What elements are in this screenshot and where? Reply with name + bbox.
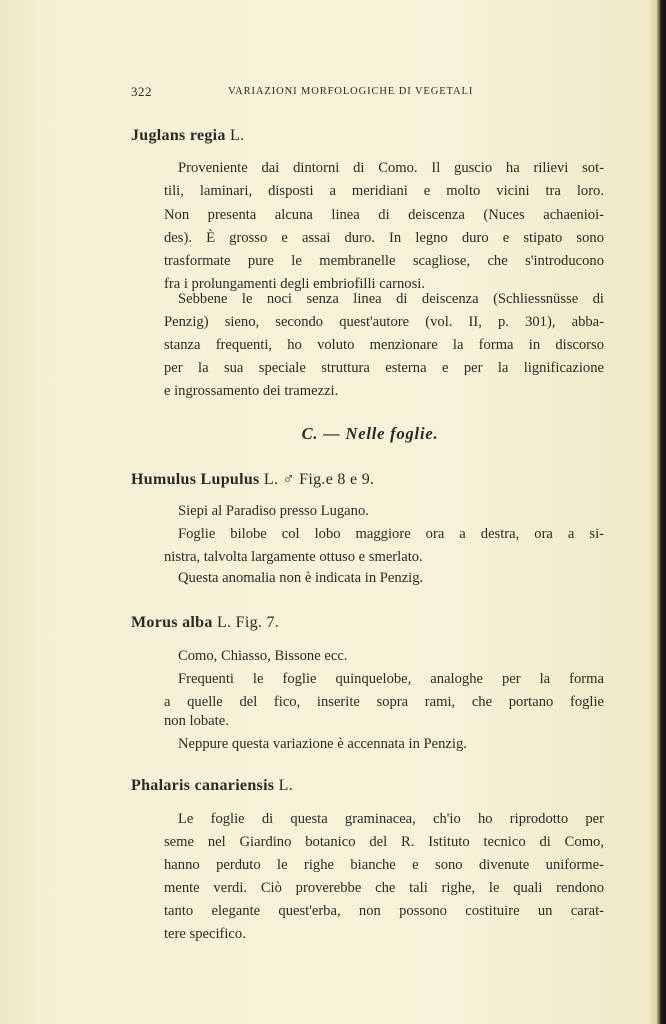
text-line: Siepi al Paradiso presso Lugano. bbox=[178, 503, 369, 519]
species-name: Juglans regia bbox=[131, 127, 226, 144]
text-line: seme nel Giardino botanico del R. Istituto tecnico di Como, bbox=[164, 834, 604, 850]
text-line: per la sua speciale struttura esterna e per la lignificazione bbox=[164, 360, 604, 376]
species-name: Morus alba bbox=[131, 614, 213, 631]
text-line: trasformate pure le membranelle scagliose, che s'introducono bbox=[164, 253, 604, 269]
text-line: Foglie bilobe col lobo maggiore ora a destra, ora a si- bbox=[178, 526, 604, 542]
text-line: tili, laminari, disposti a meridiani e molto vicini tra loro. bbox=[164, 183, 604, 199]
text-line: non lobate. bbox=[164, 713, 229, 729]
text-line: des). È grosso e assai duro. In legno duro e stipato sono bbox=[164, 230, 604, 246]
text-line: Sebbene le noci senza linea di deiscenza (Schliessnüsse di bbox=[178, 291, 604, 307]
text-line: hanno perduto le righe bianche e sono divenute uniforme- bbox=[164, 857, 604, 873]
species-author: L. ♂ Fig.e 8 e 9. bbox=[263, 471, 375, 488]
text-line: Questa anomalia non è indicata in Penzig. bbox=[178, 570, 424, 586]
text-line: mente verdi. Ciò proverebbe che tali righe, le quali rendono bbox=[164, 880, 604, 896]
text-line: Proveniente dai dintorni di Como. Il guscio ha rilievi sot- bbox=[178, 160, 604, 176]
text-line: fra i prolungamenti degli embriofilli carnosi. bbox=[164, 276, 425, 292]
text-line: Neppure questa variazione è accennata in Penzig. bbox=[178, 736, 467, 752]
page-number: 322 bbox=[131, 84, 152, 99]
text-line: Como, Chiasso, Bissone ecc. bbox=[178, 648, 348, 664]
species-author: L. bbox=[278, 777, 294, 794]
text-line: e ingrossamento dei tramezzi. bbox=[164, 383, 339, 399]
page-edge bbox=[650, 0, 666, 1024]
text-line: tanto elegante quest'erba, non possono costituire un carat- bbox=[164, 903, 604, 919]
text-line: tere specifico. bbox=[164, 926, 246, 942]
species-author: L. bbox=[230, 127, 245, 144]
running-title: VARIAZIONI MORFOLOGICHE DI VEGETALI bbox=[228, 86, 474, 97]
text-line: Penzig) sieno, secondo quest'autore (vol. II, p. 301), abba- bbox=[164, 314, 604, 330]
entry-title-morus bbox=[131, 614, 279, 632]
species-name: Humulus Lupulus bbox=[131, 471, 260, 488]
entry-title-juglans bbox=[131, 127, 244, 145]
section-heading: C. — Nelle foglie. bbox=[301, 424, 439, 443]
text-line: Frequenti le foglie quinquelobe, analoghe per la forma bbox=[178, 671, 604, 687]
species-name: Phalaris canariensis bbox=[131, 777, 275, 794]
text-line: nistra, talvolta largamente ottuso e smerlato. bbox=[164, 549, 423, 565]
text-line: Non presenta alcuna linea di deiscenza (Nuces achaenioi- bbox=[164, 207, 604, 223]
text-line: stanza frequenti, ho voluto menzionare la forma in discorso bbox=[164, 337, 604, 353]
entry-title-humulus bbox=[131, 471, 374, 489]
text-line: a quelle del fico, inserite sopra rami, che portano foglie bbox=[164, 694, 604, 710]
text-line: Le foglie di questa graminacea, ch'io ho riprodotto per bbox=[178, 811, 604, 827]
species-author: L. Fig. 7. bbox=[216, 614, 280, 631]
entry-title-phalaris bbox=[131, 777, 293, 795]
